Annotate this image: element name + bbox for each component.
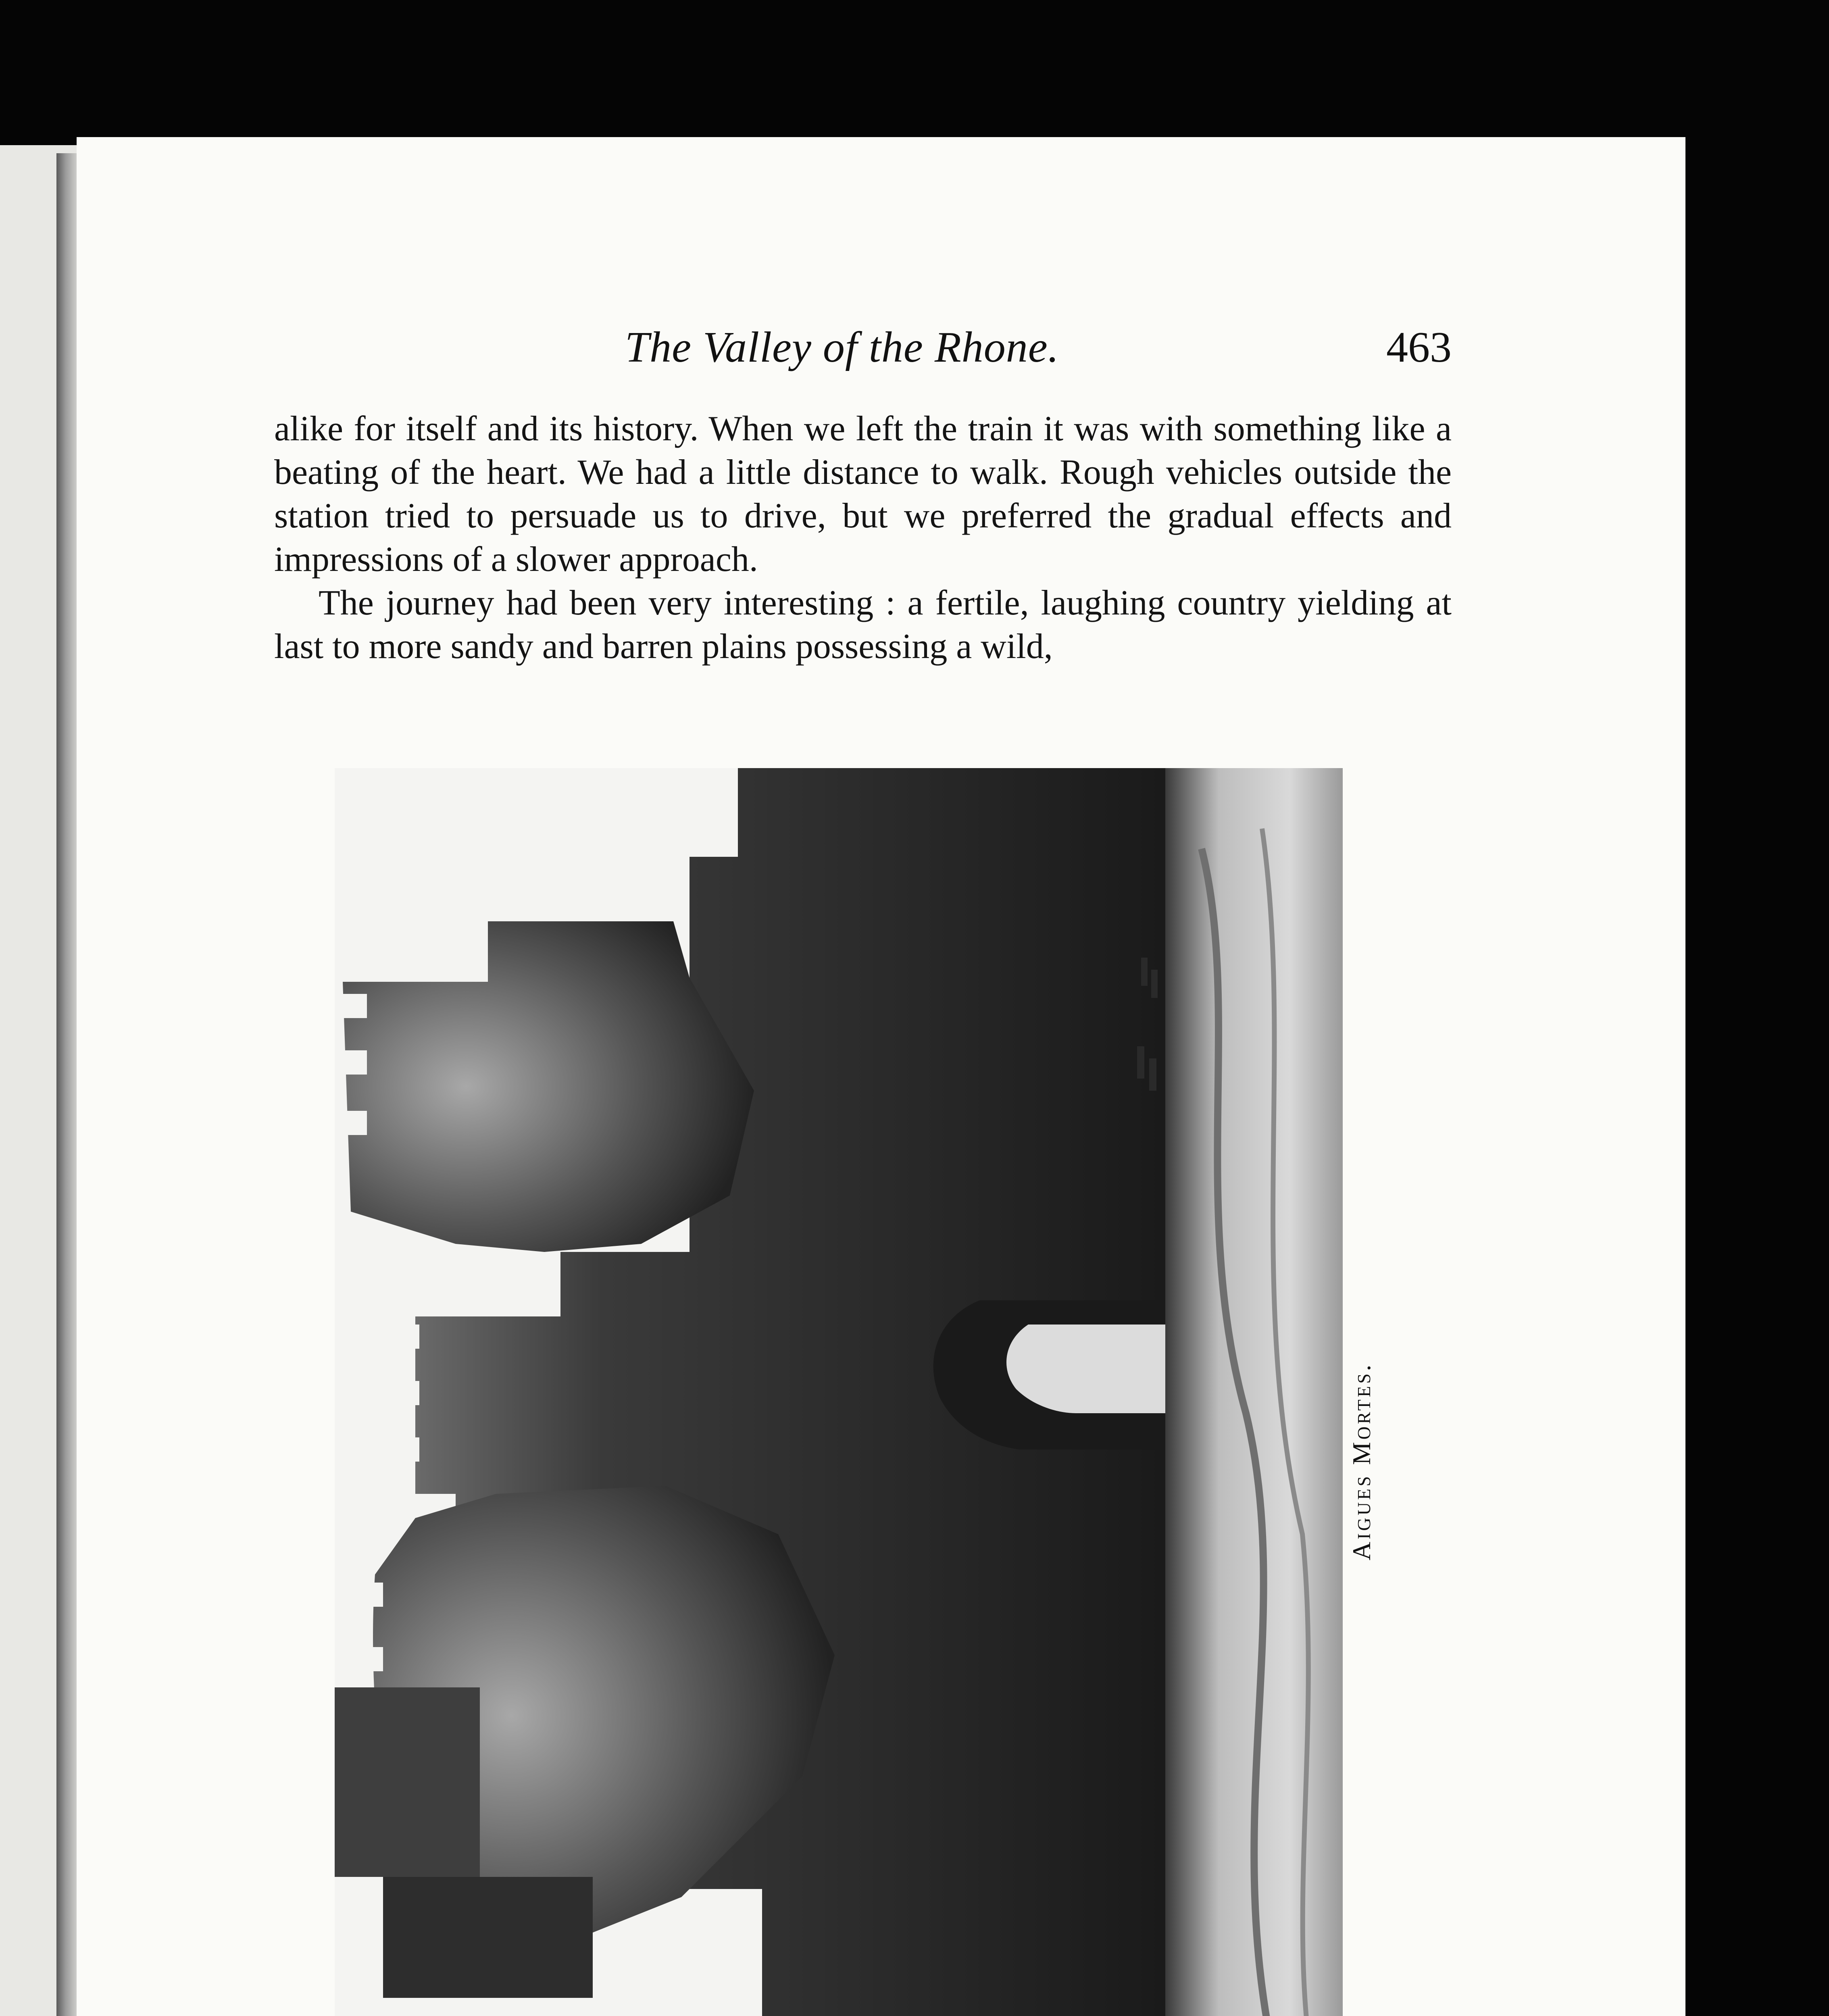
book-spine-shadow: [56, 153, 79, 2016]
running-title: The Valley of the Rhone.: [625, 323, 1059, 371]
paragraph: The journey had been very interesting : a fertile, laughing country yielding at last to more sandy and barren plains possessing a wild,: [274, 583, 1452, 666]
text-block-top: [274, 407, 1452, 669]
gateway-opening: [1006, 1325, 1165, 1413]
paragraph: alike for itself and its history. When we left the train it was with something like a beating of the heart. We had a little distance to walk. Rough vehicles outside the station tried to persuade us to drive, but we preferred the gradual effects and impressions of a slower approach.: [274, 409, 1452, 579]
plate-caption: [1347, 1508, 1355, 1560]
plate-illustration-aigues-mortes: [335, 768, 1343, 2016]
page-number: 463: [1386, 323, 1452, 371]
running-header: [274, 319, 1452, 379]
